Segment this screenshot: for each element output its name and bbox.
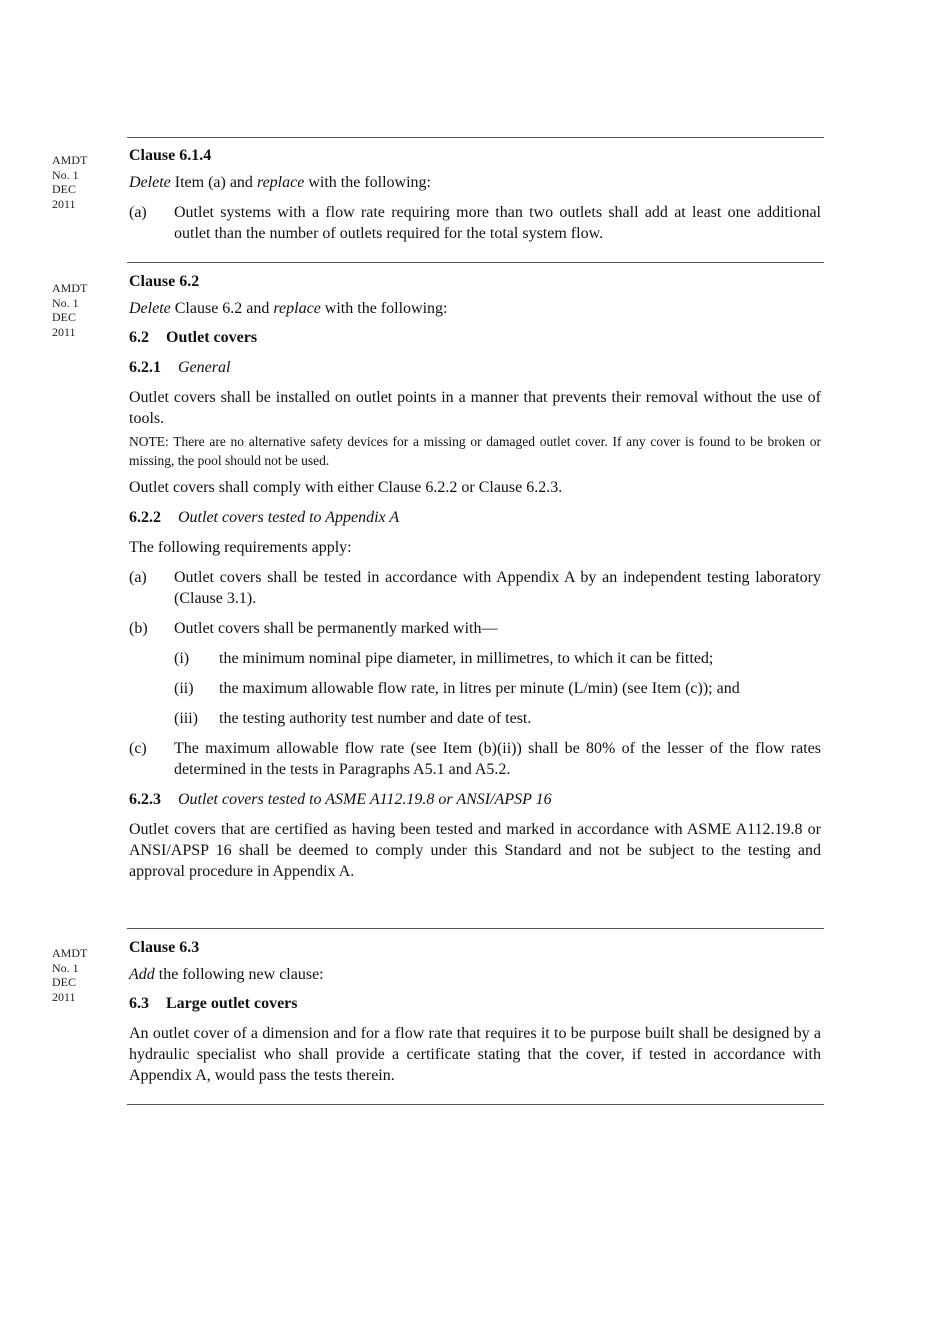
- clause-title: Clause 6.3: [129, 939, 200, 956]
- amdt-line: 2011: [52, 989, 76, 1004]
- heading-text: Outlet covers tested to ASME A112.19.8 or ANSI/APSP 16: [178, 791, 552, 808]
- heading-6-2: [129, 327, 821, 348]
- heading-number: 6.2.1: [129, 359, 161, 376]
- section-clause-6-3: [129, 937, 821, 1086]
- list-item-text: Outlet covers shall be tested in accordance with Appendix A by an independent testing laboratory (Clause 3.1).: [174, 569, 821, 607]
- amendment-note-1: [52, 153, 112, 211]
- list-item-label: (b): [129, 620, 148, 637]
- heading-text: General: [178, 359, 231, 376]
- paragraph: Outlet covers shall comply with either Clause 6.2.2 or Clause 6.2.3.: [129, 479, 563, 496]
- list-item-label: (a): [129, 569, 147, 586]
- paragraph: An outlet cover of a dimension and for a flow rate that requires it to be purpose built shall be designed by a hydraulic specialist who shall provide a certificate stating that the cover, if tested in accordance with Appendix A, would pass the tests therein.: [129, 1025, 821, 1084]
- instruction-verb: replace: [256, 174, 305, 191]
- amdt-line: No. 1: [52, 167, 79, 182]
- amdt-line: DEC: [52, 182, 76, 196]
- list-item: [129, 618, 821, 639]
- amendment-note-3: [52, 946, 112, 1004]
- list-item-label: (a): [129, 204, 147, 221]
- amdt-line: 2011: [52, 196, 76, 211]
- clause-title: Clause 6.2: [129, 273, 200, 290]
- sub-list-item-label: (iii): [174, 710, 198, 727]
- list-item-text: Outlet covers shall be permanently marked with—: [174, 620, 498, 637]
- amendment-note-2: [52, 281, 112, 339]
- paragraph: Outlet covers shall be installed on outlet points in a manner that prevents their removal without the use of tools.: [129, 389, 821, 427]
- list-item: [129, 567, 821, 609]
- list-item-label: (c): [129, 740, 147, 757]
- section-divider-bottom: [127, 1104, 824, 1105]
- sub-list-item-text: the maximum allowable flow rate, in litres per minute (L/min) (see Item (c)); and: [219, 680, 740, 697]
- heading-text: Large outlet covers: [166, 995, 298, 1012]
- paragraph: The following requirements apply:: [129, 539, 352, 556]
- instruction-text: with the following:: [320, 300, 448, 317]
- heading-number: 6.2: [129, 329, 149, 346]
- section-clause-6-2: [129, 271, 821, 882]
- paragraph: Outlet covers that are certified as having been tested and marked in accordance with ASME A112.19.8 or ANSI/APSP 16 shall be deemed to comply under this Standard and not be subject to the testing and approval procedure in Appendix A.: [129, 821, 821, 880]
- amdt-line: AMDT: [52, 946, 88, 960]
- instruction-text: Clause 6.2 and: [170, 300, 274, 317]
- heading-6-2-2: [129, 507, 821, 528]
- instruction-text: Item (a) and: [170, 174, 257, 191]
- heading-text: Outlet covers: [166, 329, 258, 346]
- amdt-line: 2011: [52, 324, 76, 339]
- heading-text: Outlet covers tested to Appendix A: [178, 509, 400, 526]
- amdt-line: AMDT: [52, 153, 88, 167]
- amdt-line: DEC: [52, 310, 76, 324]
- instruction-verb: Delete: [129, 300, 171, 317]
- list-item-text: The maximum allowable flow rate (see Item (b)(ii)) shall be 80% of the lesser of the flow rates determined in the tests in Paragraphs A5.1 and A5.2.: [174, 740, 821, 778]
- heading-number: 6.2.3: [129, 791, 161, 808]
- amdt-line: No. 1: [52, 960, 79, 975]
- amdt-line: DEC: [52, 975, 76, 989]
- sub-list-item: [174, 678, 821, 699]
- sub-list-item-label: (i): [174, 650, 190, 667]
- section-divider-top: [127, 137, 824, 138]
- section-divider-2: [127, 928, 824, 929]
- sub-list-item: [174, 708, 821, 729]
- instruction-verb: Delete: [129, 174, 171, 191]
- sub-list-item-text: the testing authority test number and date of test.: [219, 710, 532, 727]
- instruction-text: the following new clause:: [154, 966, 324, 983]
- section-clause-6-1-4: [129, 145, 821, 244]
- heading-6-3: [129, 993, 821, 1014]
- instruction-verb: Add: [129, 966, 155, 983]
- heading-6-2-1: [129, 357, 821, 378]
- note: NOTE: There are no alternative safety devices for a missing or damaged outlet cover. If any cover is found to be broken or missing, the pool should not be used.: [129, 434, 821, 468]
- sub-list-item: [174, 648, 821, 669]
- clause-instruction: [129, 298, 821, 319]
- clause-instruction: [129, 172, 821, 193]
- sub-list-item-label: (ii): [174, 680, 194, 697]
- heading-6-2-3: [129, 789, 821, 810]
- list-item: [129, 738, 821, 780]
- list-item-text: Outlet systems with a flow rate requiring more than two outlets shall add at least one additional outlet than the number of outlets required for the total system flow.: [174, 204, 821, 242]
- amdt-line: AMDT: [52, 281, 88, 295]
- amdt-line: No. 1: [52, 295, 79, 310]
- section-divider-1: [127, 262, 824, 263]
- clause-instruction: [129, 964, 821, 985]
- heading-number: 6.2.2: [129, 509, 161, 526]
- instruction-verb: replace: [273, 300, 321, 317]
- instruction-text: with the following:: [304, 174, 431, 191]
- clause-title: Clause 6.1.4: [129, 147, 212, 164]
- list-item: [129, 202, 821, 244]
- sub-list-item-text: the minimum nominal pipe diameter, in millimetres, to which it can be fitted;: [219, 650, 714, 667]
- heading-number: 6.3: [129, 995, 149, 1012]
